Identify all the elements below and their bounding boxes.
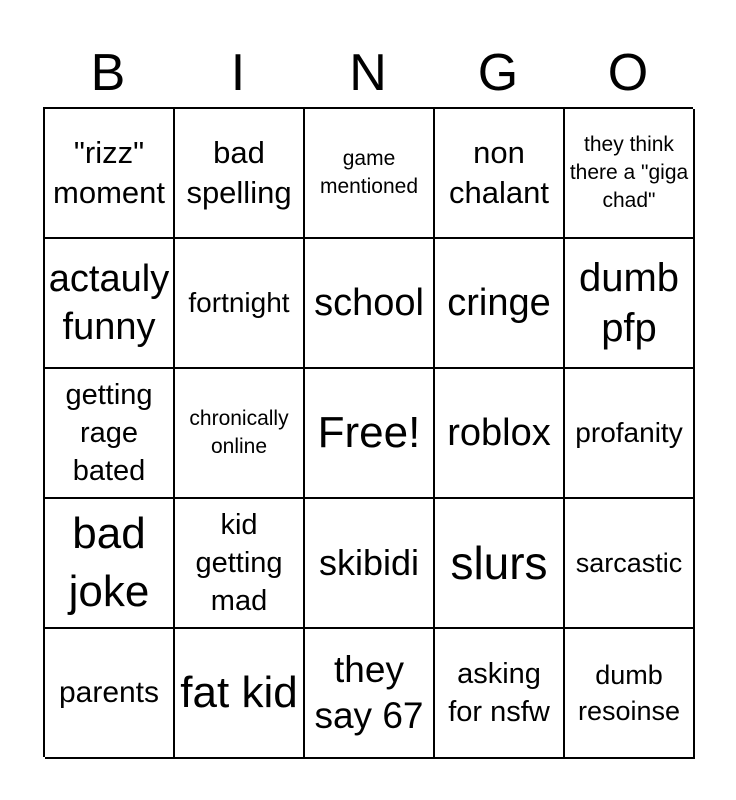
bingo-cell[interactable]	[175, 629, 305, 759]
bingo-cell[interactable]	[435, 369, 565, 499]
cell-label: kid getting mad	[195, 509, 283, 617]
cell-label: they think there a "giga chad"	[569, 133, 689, 212]
cell-label: cringe	[447, 282, 551, 324]
cell-label: fat kid	[180, 668, 298, 717]
bingo-cell[interactable]	[565, 499, 695, 629]
bingo-cell[interactable]	[175, 109, 305, 239]
header-letter-b: B	[90, 44, 126, 102]
bingo-cell[interactable]	[435, 499, 565, 629]
cell-label: bad joke	[68, 509, 150, 616]
bingo-cell[interactable]	[305, 239, 435, 369]
cell-label: actauly funny	[48, 258, 170, 348]
header-letter-n: N	[349, 44, 387, 102]
bingo-cell[interactable]	[305, 499, 435, 629]
bingo-cell[interactable]	[435, 239, 565, 369]
bingo-cell[interactable]	[45, 629, 175, 759]
free-space-label: Free!	[317, 408, 421, 457]
bingo-header	[43, 40, 693, 106]
cell-label: skibidi	[318, 542, 420, 583]
bingo-cell[interactable]	[175, 239, 305, 369]
cell-label: game mentioned	[319, 147, 419, 198]
bingo-cell[interactable]	[565, 239, 695, 369]
cell-label: getting rage bated	[65, 379, 153, 487]
bingo-cell[interactable]	[565, 109, 695, 239]
bingo-cell[interactable]	[435, 629, 565, 759]
cell-label: chronically online	[189, 407, 289, 458]
header-letter-o: O	[607, 44, 649, 102]
bingo-cell[interactable]	[45, 239, 175, 369]
cell-label: sarcastic	[575, 548, 683, 578]
bingo-cell[interactable]	[175, 499, 305, 629]
header-letter-g: G	[477, 44, 519, 102]
cell-label: bad spelling	[186, 135, 292, 210]
cell-label: profanity	[575, 417, 683, 448]
cell-label: dumb pfp	[578, 256, 680, 350]
free-space-cell[interactable]	[305, 369, 435, 499]
bingo-cell[interactable]	[435, 109, 565, 239]
cell-label: dumb resoinse	[577, 660, 681, 726]
cell-label: they say 67	[314, 649, 424, 736]
bingo-cell[interactable]	[305, 629, 435, 759]
header-letter-i: I	[230, 44, 246, 102]
cell-label: school	[314, 282, 424, 324]
bingo-cell[interactable]	[45, 369, 175, 499]
cell-label: slurs	[450, 537, 548, 589]
bingo-cell[interactable]	[45, 109, 175, 239]
cell-label: fortnight	[188, 287, 290, 318]
bingo-board	[43, 107, 693, 757]
bingo-cell[interactable]	[305, 109, 435, 239]
cell-label: parents	[58, 676, 160, 709]
bingo-cell[interactable]	[565, 369, 695, 499]
bingo-cell[interactable]	[565, 629, 695, 759]
bingo-cell[interactable]	[175, 369, 305, 499]
bingo-cell[interactable]	[45, 499, 175, 629]
cell-label: asking for nsfw	[448, 658, 550, 728]
cell-label: roblox	[447, 412, 551, 454]
cell-label: non chalant	[449, 135, 549, 210]
cell-label: "rizz" moment	[53, 135, 165, 210]
